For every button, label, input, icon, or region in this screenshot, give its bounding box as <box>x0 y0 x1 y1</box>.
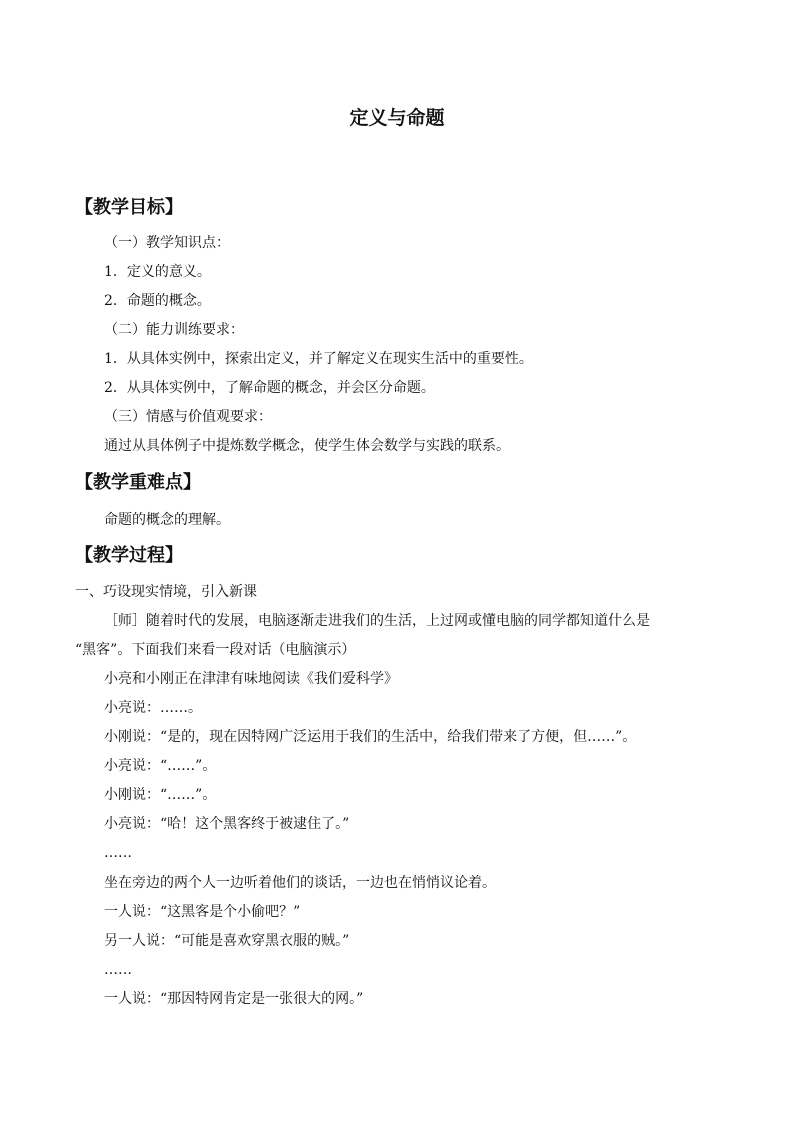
process-line: 小亮和小刚正在津津有味地阅读《我们爱科学》 <box>104 671 398 687</box>
heading-teaching-process: 【教学过程】 <box>75 545 183 566</box>
goal-line: （二）能力训练要求： <box>104 322 244 338</box>
process-line: …… <box>104 962 132 978</box>
process-line: 小亮说：“……”。 <box>104 758 217 774</box>
goal-line: （一）教学知识点： <box>104 235 230 251</box>
process-line: 一人说：“这黑客是个小偷吧？” <box>104 904 301 920</box>
goal-line: 1．定义的意义。 <box>104 264 211 280</box>
process-line: 一人说：“那因特网肯定是一张很大的网。” <box>104 991 364 1007</box>
goal-line: 通过从具体例子中提炼数学概念，使学生体会数学与实践的联系。 <box>104 438 510 454</box>
process-line: 小刚说：“是的，现在因特网广泛运用于我们的生活中，给我们带来了方便，但……”。 <box>104 729 637 745</box>
process-line: 坐在旁边的两个人一边听着他们的谈话，一边也在悄悄议论着。 <box>104 875 496 891</box>
process-line: 小亮说：……。 <box>104 700 202 716</box>
goal-line: 2．命题的概念。 <box>104 293 211 309</box>
heading-key-points: 【教学重难点】 <box>75 472 201 493</box>
goal-line: 2．从具体实例中，了解命题的概念，并会区分命题。 <box>104 380 435 396</box>
process-line: 小刚说：“……”。 <box>104 787 217 803</box>
process-line: 小亮说：“哈！这个黑客终于被逮住了。” <box>104 816 350 832</box>
process-line: 另一人说：“可能是喜欢穿黑衣服的贼。” <box>104 933 350 949</box>
document-title: 定义与命题 <box>349 107 445 129</box>
goal-line: 1．从具体实例中，探索出定义，并了解定义在现实生活中的重要性。 <box>104 351 533 367</box>
heading-teaching-goals: 【教学目标】 <box>75 197 183 218</box>
process-line: ［师］随着时代的发展，电脑逐渐走进我们的生活，上过网或懂电脑的同学都知道什么是 <box>104 613 650 629</box>
process-line: …… <box>104 845 132 861</box>
process-line: “黑客”。下面我们来看一段对话（电脑演示） <box>75 642 356 658</box>
goal-line: （三）情感与价值观要求： <box>104 409 272 425</box>
key-point-line: 命题的概念的理解。 <box>104 512 230 528</box>
process-line: 一、巧设现实情境，引入新课 <box>75 584 257 600</box>
